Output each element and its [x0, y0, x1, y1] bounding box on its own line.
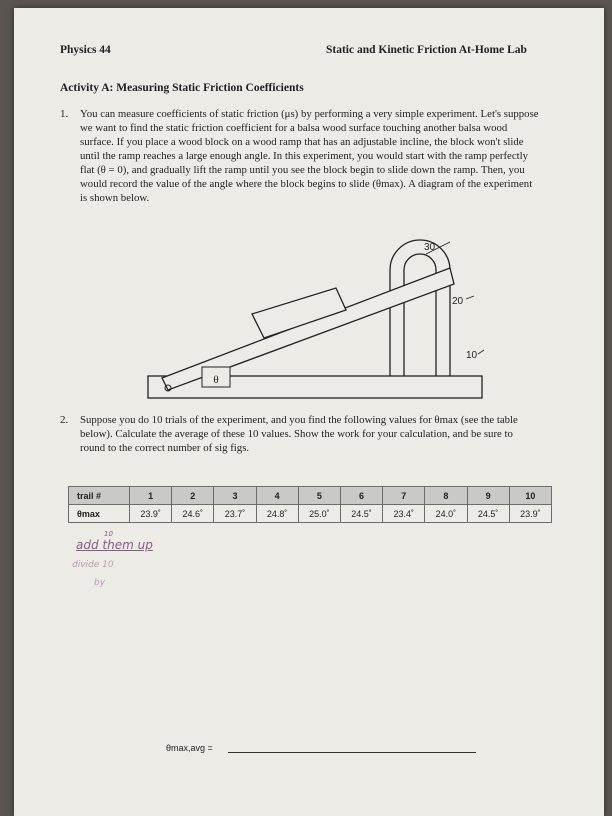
- stand-inner: [404, 254, 436, 376]
- trial-number: 9: [467, 487, 509, 505]
- trial-number: 8: [425, 487, 467, 505]
- trial-number: 5: [298, 487, 340, 505]
- theta-row: [69, 505, 552, 523]
- ramp-diagram: [140, 226, 500, 406]
- course-title: Physics 44: [60, 44, 111, 56]
- trial-number: 2: [172, 487, 214, 505]
- worksheet-page: [14, 8, 604, 816]
- lab-title: Static and Kinetic Friction At-Home Lab: [326, 44, 527, 56]
- handwritten-note-divide: divide 10: [72, 560, 114, 570]
- theta-value: 23.9˚: [509, 505, 551, 523]
- question-2-number: 2.: [60, 414, 69, 426]
- question-1-text: You can measure coefficients of static friction (μs) by performing a very simple experiment. Let's suppose we want to find the static friction coefficient for a balsa wood surface touching another balsa wood surface. If you place a wood block on a wood ramp that has an adjustable incline, the block won't slide until the ramp reaches a large enough angle. In this experiment, you would start with the ramp perfectly flat (θ = 0), and gradually lift the ramp until you see the block begin to slide down the ramp. Then, you would record the value of the angle where the block begins to slide (θmax). A diagram of the experiment is shown below.: [80, 108, 539, 204]
- theta-max-table: [68, 486, 552, 523]
- trial-number: 7: [383, 487, 425, 505]
- question-1-number: 1.: [60, 108, 69, 120]
- theta-value: 24.5˚: [340, 505, 382, 523]
- theta-value: 24.6˚: [172, 505, 214, 523]
- scale-label-10: 10: [466, 350, 478, 361]
- trial-row: [69, 487, 552, 505]
- theta-value: 23.7˚: [214, 505, 256, 523]
- handwritten-note-add: add them up: [76, 538, 153, 552]
- theta-max-label: θmax: [69, 505, 130, 523]
- trial-number: 1: [130, 487, 172, 505]
- theta-value: 23.9˚: [130, 505, 172, 523]
- scale-label-20: 20: [452, 296, 464, 307]
- theta-value: 23.4˚: [383, 505, 425, 523]
- activity-heading: Activity A: Measuring Static Friction Coefficients: [60, 82, 304, 94]
- trial-label: trail #: [69, 487, 130, 505]
- answer-line[interactable]: [228, 752, 476, 753]
- trial-number: 4: [256, 487, 298, 505]
- scale-label-30: 30: [424, 242, 436, 253]
- question-2-text: Suppose you do 10 trials of the experiment, and you find the following values for θmax (see the table below). Calculate the average of these 10 values. Show the work for your calculation, and be sure to round to the correct number of sig figs.: [80, 414, 518, 454]
- theta-value: 24.5˚: [467, 505, 509, 523]
- trial-number: 10: [509, 487, 551, 505]
- theta-value: 25.0˚: [298, 505, 340, 523]
- stand-outer: [390, 240, 450, 376]
- answer-label: θmax,avg =: [166, 743, 213, 753]
- theta-value: 24.8˚: [256, 505, 298, 523]
- handwritten-superscript: 10: [104, 530, 113, 538]
- trial-number: 6: [340, 487, 382, 505]
- handwritten-note-by: by: [94, 578, 106, 588]
- trial-number: 3: [214, 487, 256, 505]
- theta-value: 24.0˚: [425, 505, 467, 523]
- angle-label: θ: [213, 374, 219, 386]
